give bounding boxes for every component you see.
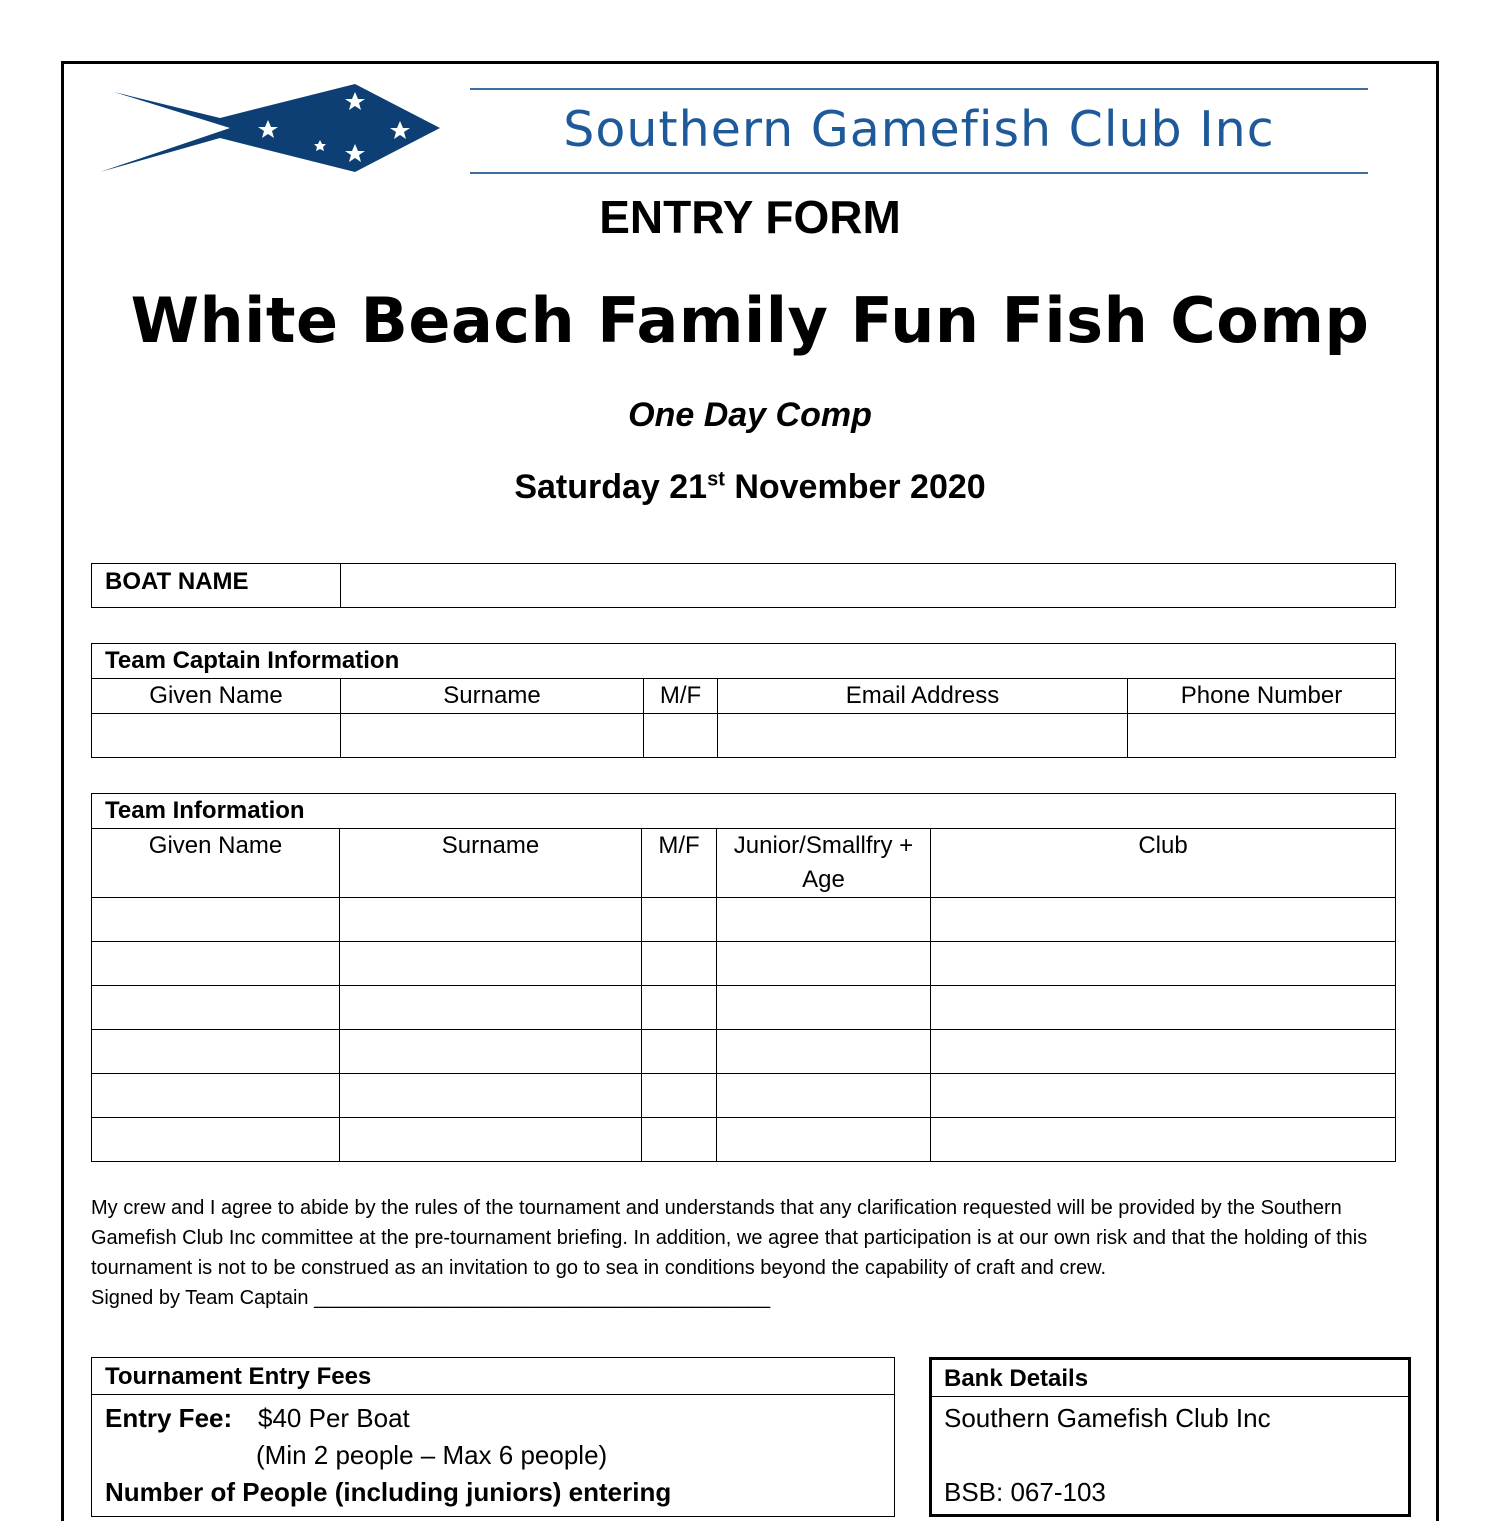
gender-field[interactable] — [642, 1118, 717, 1162]
column-header: Given Name — [92, 829, 340, 898]
club-field[interactable] — [931, 898, 1396, 942]
column-header: M/F — [644, 679, 718, 714]
boat-name-field[interactable] — [341, 564, 1396, 608]
column-header: Given Name — [92, 679, 341, 714]
team-member-row — [92, 942, 1396, 986]
captain-given-name-field[interactable] — [92, 714, 341, 758]
column-header: Email Address — [718, 679, 1128, 714]
club-field[interactable] — [931, 1118, 1396, 1162]
column-header: Phone Number — [1128, 679, 1396, 714]
club-name-banner: Southern Gamefish Club Inc — [470, 88, 1368, 174]
surname-field[interactable] — [340, 898, 642, 942]
club-field[interactable] — [931, 1074, 1396, 1118]
signature-line[interactable]: Signed by Team Captain _________________________________________ — [91, 1287, 771, 1309]
surname-field[interactable] — [340, 1118, 642, 1162]
column-header: Junior/Smallfry + Age — [717, 829, 931, 898]
boat-name-label: BOAT NAME — [92, 564, 341, 608]
surname-field[interactable] — [340, 942, 642, 986]
club-field[interactable] — [931, 1030, 1396, 1074]
captain-surname-field[interactable] — [341, 714, 644, 758]
junior-age-field[interactable] — [717, 942, 931, 986]
boat-name-table — [91, 563, 1396, 608]
team-member-row — [92, 1118, 1396, 1162]
column-header: Surname — [341, 679, 644, 714]
captain-phone-field[interactable] — [1128, 714, 1396, 758]
captain-table — [91, 643, 1396, 758]
entry-fee-label: Entry Fee: — [105, 1403, 233, 1433]
given-name-field[interactable] — [92, 986, 340, 1030]
competition-subtitle: One Day Comp — [628, 396, 872, 434]
captain-email-field[interactable] — [718, 714, 1128, 758]
declaration-text: My crew and I agree to abide by the rules of the tournament and understands that any clarification requested will be provided by the Southern Gamefish Club Inc committee at the pre-tournament briefing. In addition, we agree that participation is at our own risk and that the holding of this tournament is not to be construed as an invitation to go to sea in conditions beyond the capability of craft and crew. — [91, 1197, 1368, 1279]
entry-fee-note: (Min 2 people – Max 6 people) — [256, 1440, 608, 1470]
captain-gender-field[interactable] — [644, 714, 718, 758]
gender-field[interactable] — [642, 986, 717, 1030]
surname-field[interactable] — [340, 1074, 642, 1118]
junior-age-field[interactable] — [717, 1074, 931, 1118]
junior-age-field[interactable] — [717, 986, 931, 1030]
team-table — [91, 793, 1396, 1162]
surname-field[interactable] — [340, 986, 642, 1030]
bank-bsb: BSB: 067-103 — [944, 1477, 1106, 1507]
team-member-row — [92, 1074, 1396, 1118]
bank-title: Bank Details — [932, 1360, 1408, 1397]
entry-fee-value: $40 Per Boat — [258, 1403, 410, 1433]
given-name-field[interactable] — [92, 942, 340, 986]
bank-account-name: Southern Gamefish Club Inc — [944, 1403, 1271, 1433]
captain-section-title: Team Captain Information — [92, 644, 1396, 679]
column-header: Club — [931, 829, 1396, 898]
competition-title: White Beach Family Fun Fish Comp — [130, 284, 1370, 357]
club-field[interactable] — [931, 942, 1396, 986]
people-count-label: Number of People (including juniors) entering — [105, 1477, 672, 1507]
junior-age-field[interactable] — [717, 898, 931, 942]
club-field[interactable] — [931, 986, 1396, 1030]
given-name-field[interactable] — [92, 898, 340, 942]
surname-field[interactable] — [340, 1030, 642, 1074]
gender-field[interactable] — [642, 1074, 717, 1118]
form-heading: ENTRY FORM — [599, 191, 901, 243]
club-logo — [100, 84, 440, 174]
given-name-field[interactable] — [92, 1118, 340, 1162]
gender-field[interactable] — [642, 1030, 717, 1074]
competition-date: Saturday 21st November 2020 — [514, 468, 986, 506]
team-section-title: Team Information — [92, 794, 1396, 829]
column-header: M/F — [642, 829, 717, 898]
team-member-row — [92, 898, 1396, 942]
bank-details-box — [929, 1357, 1411, 1517]
entry-fees-box — [91, 1357, 895, 1517]
given-name-field[interactable] — [92, 1074, 340, 1118]
team-member-row — [92, 986, 1396, 1030]
junior-age-field[interactable] — [717, 1118, 931, 1162]
column-header: Surname — [340, 829, 642, 898]
gender-field[interactable] — [642, 898, 717, 942]
given-name-field[interactable] — [92, 1030, 340, 1074]
junior-age-field[interactable] — [717, 1030, 931, 1074]
team-member-row — [92, 1030, 1396, 1074]
gender-field[interactable] — [642, 942, 717, 986]
fees-title: Tournament Entry Fees — [92, 1358, 894, 1395]
